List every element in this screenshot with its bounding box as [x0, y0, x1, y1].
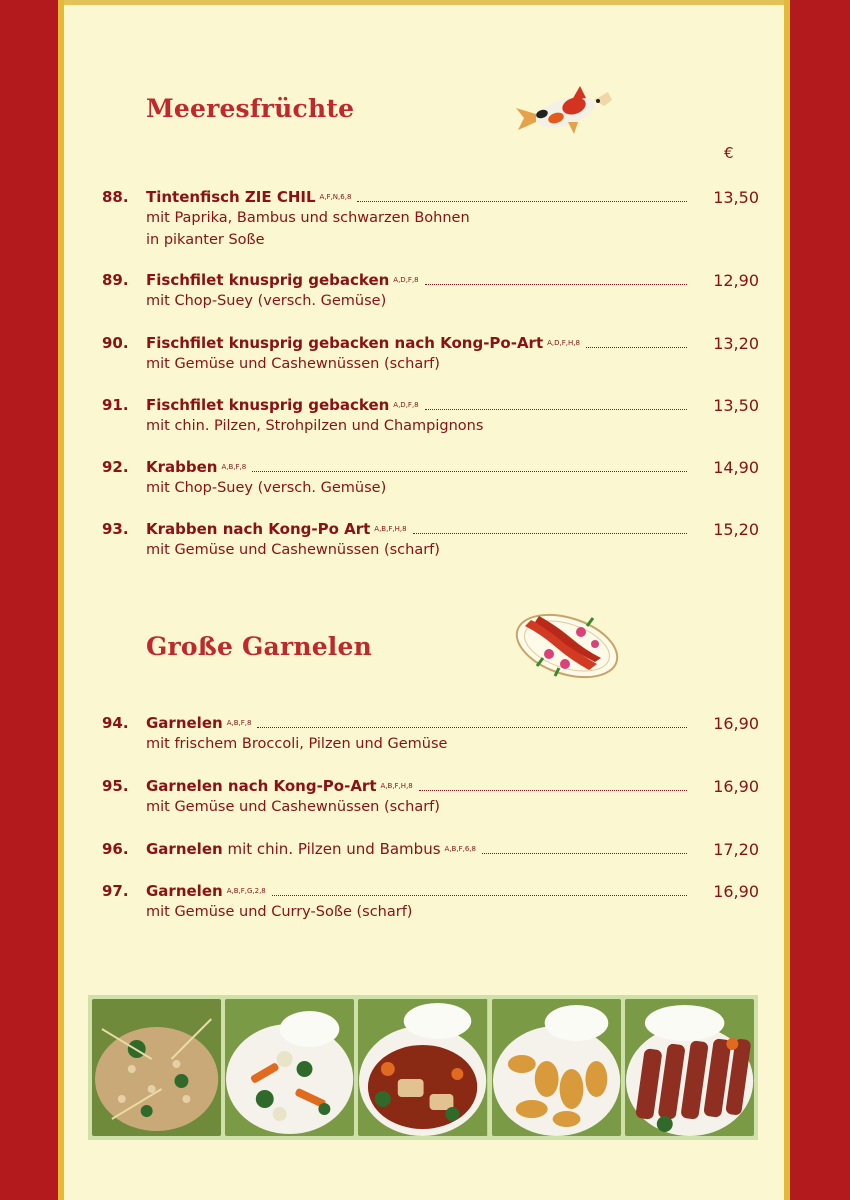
- item-description: mit chin. Pilzen, Strohpilzen und Champignons: [146, 418, 484, 434]
- allergen-codes: A,D,F,H,8: [547, 339, 580, 347]
- item-description: mit Gemüse und Cashewnüssen (scharf): [146, 356, 440, 372]
- item-name-line: [146, 840, 691, 858]
- item-description: mit Gemüse und Curry-Soße (scharf): [146, 904, 413, 920]
- item-number: 88.: [102, 188, 129, 206]
- currency-symbol: €: [724, 144, 734, 162]
- allergen-codes: A,D,F,8: [393, 276, 419, 284]
- item-price: 13,20: [713, 334, 759, 353]
- left-red-band: [0, 0, 58, 1200]
- item-number: 96.: [102, 840, 129, 858]
- item-price: 16,90: [713, 714, 759, 733]
- item-description: mit Paprika, Bambus und schwarzen Bohnen: [146, 210, 470, 226]
- item-name: Garnelen nach Kong-Po-Art: [146, 777, 377, 795]
- item-number: 92.: [102, 458, 129, 476]
- item-price: 13,50: [713, 396, 759, 415]
- item-price: 14,90: [713, 458, 759, 477]
- item-number: 97.: [102, 882, 129, 900]
- item-name-line: [146, 714, 691, 732]
- menu-page: [58, 0, 790, 1200]
- allergen-codes: A,F,N,6,8: [319, 193, 352, 201]
- item-name-line: [146, 777, 691, 795]
- item-name-line: [146, 458, 691, 476]
- item-number: 93.: [102, 520, 129, 538]
- allergen-codes: A,B,F,6,8: [444, 845, 476, 853]
- allergen-codes: A,D,F,8: [393, 401, 419, 409]
- allergen-codes: A,B,F,H,8: [374, 525, 407, 533]
- item-name-line: [146, 334, 691, 352]
- item-name: Fischfilet knusprig gebacken: [146, 396, 390, 414]
- item-name: Fischfilet knusprig gebacken: [146, 271, 390, 289]
- dot-leader: [425, 284, 687, 285]
- item-name-line: [146, 188, 691, 206]
- allergen-codes: A,B,F,8: [226, 719, 252, 727]
- dot-leader: [357, 201, 687, 202]
- section-title-grosse-garnelen: Große Garnelen: [146, 632, 372, 661]
- item-price: 15,20: [713, 520, 759, 539]
- item-price: 16,90: [713, 777, 759, 796]
- allergen-codes: A,B,F,H,8: [380, 782, 413, 790]
- vegetable-stir-fry-photo: [225, 999, 354, 1136]
- dot-leader: [419, 790, 687, 791]
- item-price: 17,20: [713, 840, 759, 859]
- allergen-codes: A,B,F,G,2,8: [226, 887, 266, 895]
- item-description: mit Gemüse und Cashewnüssen (scharf): [146, 542, 440, 558]
- item-name: Krabben nach Kong-Po Art: [146, 520, 371, 538]
- sweet-sour-chicken-photo: [492, 999, 621, 1136]
- food-photo-strip: [88, 995, 758, 1140]
- fried-rice-photo: [92, 999, 221, 1136]
- item-number: 91.: [102, 396, 129, 414]
- item-name: Garnelen mit chin. Pilzen und Bambus: [146, 840, 441, 858]
- dot-leader: [586, 347, 687, 348]
- page-top-edge: [64, 0, 784, 5]
- item-description: mit frischem Broccoli, Pilzen und Gemüse: [146, 736, 448, 752]
- shrimp-dish-icon: [509, 598, 621, 684]
- item-name: Fischfilet knusprig gebacken nach Kong-Po-Art: [146, 334, 544, 352]
- kong-po-dish-photo: [358, 999, 487, 1136]
- item-name-line: [146, 520, 691, 538]
- item-price: 12,90: [713, 271, 759, 290]
- section-title-meeresfruechte: Meeresfrüchte: [146, 94, 355, 123]
- dot-leader: [413, 533, 687, 534]
- dot-leader: [482, 853, 687, 854]
- item-price: 16,90: [713, 882, 759, 901]
- item-description: mit Gemüse und Cashewnüssen (scharf): [146, 799, 440, 815]
- item-description: mit Chop-Suey (versch. Gemüse): [146, 480, 387, 496]
- item-name: Krabben: [146, 458, 218, 476]
- item-name: Garnelen: [146, 882, 223, 900]
- item-number: 95.: [102, 777, 129, 795]
- item-name-line: [146, 396, 691, 414]
- item-description: in pikanter Soße: [146, 232, 265, 248]
- item-description: mit Chop-Suey (versch. Gemüse): [146, 293, 387, 309]
- dot-leader: [425, 409, 687, 410]
- item-name-line: [146, 271, 691, 289]
- dot-leader: [272, 895, 687, 896]
- dot-leader: [252, 471, 687, 472]
- item-number: 90.: [102, 334, 129, 352]
- roast-duck-photo: [625, 999, 754, 1136]
- item-name: Tintenfisch ZIE CHIL: [146, 188, 316, 206]
- allergen-codes: A,B,F,8: [221, 463, 247, 471]
- item-name-line: [146, 882, 691, 900]
- item-number: 89.: [102, 271, 129, 289]
- koi-fish-icon: [512, 82, 620, 138]
- item-name: Garnelen: [146, 714, 223, 732]
- item-number: 94.: [102, 714, 129, 732]
- item-price: 13,50: [713, 188, 759, 207]
- dot-leader: [257, 727, 687, 728]
- right-red-band: [790, 0, 850, 1200]
